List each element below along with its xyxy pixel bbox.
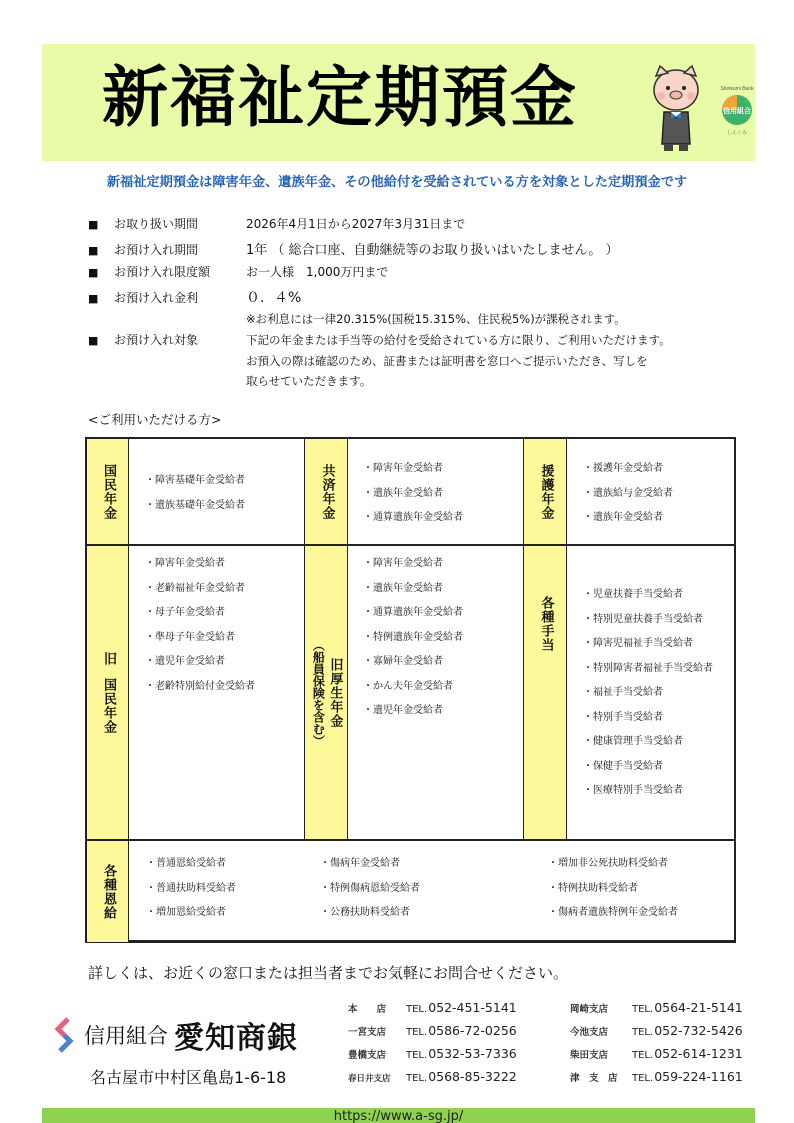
list-item: ・傷病者遺族特例年金受給者	[548, 907, 678, 918]
header-label: 援護年金	[538, 463, 554, 520]
list-item: ・特例傷病恩給受給者	[320, 882, 420, 894]
list-item: ・通算遺族年金受給者	[363, 512, 463, 523]
address: 名古屋市中村区亀島1-6-18	[90, 1068, 287, 1087]
eligible-heading: <ご利用いただける方>	[88, 412, 222, 427]
list-item: ・通算遺族年金受給者	[363, 607, 463, 618]
tel-prefix: TEL.	[632, 1050, 654, 1061]
row-divider	[87, 839, 734, 841]
onkyu-list	[131, 854, 678, 928]
page-title: 新福祉定期預金	[102, 59, 578, 136]
branch-item	[570, 1023, 743, 1046]
list-item: ・福祉手当受給者	[583, 687, 663, 698]
branch-tel	[406, 1069, 517, 1084]
aichi-shogin-logo-icon	[52, 1017, 76, 1053]
tel-prefix: TEL.	[632, 1027, 654, 1038]
tel-number: 052-451-5141	[428, 1000, 517, 1015]
bullet-icon: ■	[88, 244, 99, 257]
header-label: 共済年金	[319, 463, 335, 520]
subtitle: 新福祉定期預金は障害年金、遺族年金、その他給付を受給されている方を対象とした定期預金です	[106, 175, 688, 190]
list-item: ・障害基礎年金受給者	[145, 475, 245, 486]
tel-prefix: TEL.	[406, 1004, 428, 1015]
tel-number: 0532-53-7336	[428, 1046, 517, 1061]
list-item: ・特例扶助料受給者	[548, 882, 638, 894]
list-item: ・遺族年金受給者	[363, 487, 443, 499]
title-banner	[42, 44, 755, 161]
kokumin-list	[145, 471, 245, 520]
list-item: ・増加恩給受給者	[146, 907, 226, 918]
branch-item	[348, 1023, 517, 1046]
branch-item	[570, 1000, 743, 1023]
branch-item	[348, 1046, 517, 1069]
bullet-icon: ■	[88, 334, 99, 347]
list-item: ・普通恩給受給者	[146, 858, 226, 869]
info-value: お一人様 1,000万円まで	[246, 265, 389, 279]
info-label: お預け入れ対象	[114, 333, 199, 347]
website-link[interactable]: https://www.a-sg.jp/	[333, 1109, 464, 1123]
target-note-line: 取らせていただきます。	[246, 374, 372, 388]
kyu-kokumin-list	[145, 554, 255, 701]
info-label: お預け入れ金利	[114, 291, 199, 305]
list-item: ・老齢福祉年金受給者	[145, 582, 245, 594]
list-item: ・遺族基礎年金受給者	[145, 499, 245, 511]
brand-subname: 信用組合	[84, 1024, 168, 1048]
branch-name: 一宮支店	[348, 1027, 387, 1038]
branch-item	[348, 1000, 517, 1023]
branch-list-left	[348, 1000, 517, 1092]
branch-list-right	[570, 1000, 743, 1092]
svg-text:Shinkumi Bank: Shinkumi Bank	[720, 86, 754, 92]
header-kakushu-onkyu	[87, 841, 129, 942]
header-kakushu-teate	[523, 546, 567, 839]
kyu-kosei-list	[363, 554, 463, 726]
bullet-icon: ■	[88, 218, 99, 231]
list-item: ・遺族年金受給者	[583, 512, 663, 523]
tel-number: 052-614-1231	[654, 1046, 743, 1061]
bullet-icon: ■	[88, 266, 99, 279]
list-item: ・遺族年金受給者	[363, 582, 443, 594]
branch-tel	[632, 1000, 743, 1015]
brand-name: 愛知商銀	[174, 1021, 298, 1056]
info-label: お預け入れ期間	[114, 243, 199, 257]
header-label: 各種手当	[538, 596, 554, 652]
list-item: ・援護年金受給者	[583, 463, 663, 474]
list-item: ・遺族給与金受給者	[583, 487, 673, 499]
shinkumi-logo-icon	[710, 82, 764, 142]
info-row-term	[88, 239, 748, 263]
list-item: ・傷病年金受給者	[320, 858, 400, 869]
list-item: ・増加非公死扶助料受給者	[548, 858, 668, 869]
list-item: ・遺児年金受給者	[363, 705, 443, 716]
list-item: ・障害年金受給者	[363, 463, 443, 474]
branch-name: 本 店	[348, 1004, 387, 1015]
pig-mascot-icon	[644, 62, 708, 154]
info-label: お取り扱い期間	[114, 217, 199, 231]
branch-item	[348, 1069, 517, 1092]
branch-name: 岡崎支店	[570, 1004, 609, 1015]
info-row-period	[88, 215, 748, 239]
info-label: お預け入れ限度額	[114, 265, 211, 279]
list-item: ・公務扶助料受給者	[320, 907, 410, 918]
header-label: 国民年金	[100, 677, 116, 734]
branch-name: 豊橋支店	[348, 1050, 387, 1061]
list-item: ・特別児童扶養手当受給者	[583, 613, 703, 625]
product-info	[88, 215, 748, 391]
list-item: ・障害年金受給者	[145, 558, 225, 569]
tel-prefix: TEL.	[632, 1004, 654, 1015]
kyosai-list	[363, 459, 463, 533]
header-kyu-kokumin-nenkin	[87, 546, 129, 839]
list-item: ・普通扶助料受給者	[146, 882, 236, 894]
header-sublabel: （船員保険を含む）	[311, 638, 326, 747]
list-item: ・特別障害者福祉手当受給者	[583, 662, 713, 674]
list-item: ・保健手当受給者	[583, 760, 663, 772]
branch-item	[570, 1069, 743, 1092]
header-label: 旧厚生年金	[327, 657, 343, 728]
header-label: 旧	[100, 651, 116, 666]
branch-tel	[406, 1046, 517, 1061]
info-value: 下記の年金または手当等の給付を受給されている方に限り、ご利用いただけます。	[246, 333, 671, 347]
info-value: 2026年4月1日から2027年3月31日まで	[246, 217, 466, 231]
header-kyosai-nenkin	[304, 439, 348, 544]
branch-item	[570, 1046, 743, 1069]
list-item: ・遺児年金受給者	[145, 656, 225, 667]
branch-name: 津 支 店	[570, 1073, 618, 1084]
list-item: ・医療特別手当受給者	[583, 785, 683, 796]
tel-number: 059-224-1161	[654, 1069, 743, 1084]
list-item: ・準母子年金受給者	[145, 631, 235, 643]
tel-number: 0568-85-3222	[428, 1069, 517, 1084]
header-kokumin-nenkin	[87, 439, 129, 544]
row-divider	[87, 544, 734, 546]
tel-number: 052-732-5426	[654, 1023, 743, 1038]
list-item: ・老齢特別給付金受給者	[145, 680, 255, 692]
info-row-limit	[88, 263, 748, 287]
branch-tel	[632, 1023, 743, 1038]
branch-name: 今池支店	[570, 1027, 609, 1038]
list-item: ・母子年金受給者	[145, 607, 225, 618]
info-row-rate	[88, 287, 748, 311]
branch-tel	[406, 1000, 517, 1015]
branch-tel	[632, 1069, 743, 1084]
list-item: ・障害児福祉手当受給者	[583, 638, 693, 649]
interest-rate-value: ０．４%	[246, 290, 302, 306]
branch-tel	[632, 1046, 743, 1061]
tel-prefix: TEL.	[632, 1073, 654, 1084]
tel-number: 0564-21-5141	[654, 1000, 743, 1015]
list-item: ・特例遺族年金受給者	[363, 631, 463, 643]
info-value: 1年 （ 総合口座、自動継続等のお取り扱いはいたしません。 ）	[246, 243, 619, 258]
tax-note: ※お利息には一律20.315%(国税15.315%、住民税5%)が課税されます。	[246, 312, 626, 326]
list-item: ・特別手当受給者	[583, 711, 663, 723]
header-label: 国民年金	[100, 463, 116, 520]
header-kyu-kosei-nenkin	[304, 546, 348, 839]
tel-number: 0586-72-0256	[428, 1023, 517, 1038]
branch-tel	[406, 1023, 517, 1038]
footer-url-bar	[42, 1108, 755, 1123]
list-item: ・児童扶養手当受給者	[583, 589, 683, 600]
branch-name: 柴田支店	[570, 1050, 609, 1061]
list-item: ・健康管理手当受給者	[583, 736, 683, 747]
list-item: ・寡婦年金受給者	[363, 656, 443, 667]
svg-text:しんくみ: しんくみ	[726, 130, 748, 136]
eligibility-table	[85, 437, 736, 943]
engo-list	[583, 459, 673, 533]
branch-name: 春日井支店	[348, 1074, 391, 1084]
list-item: ・かん夫年金受給者	[363, 680, 453, 692]
svg-text:信用組合: 信用組合	[723, 107, 751, 115]
brand-logo	[52, 1013, 298, 1057]
header-label: 各種恩給	[100, 863, 116, 920]
target-note-line: お預入の際は確認のため、証書または証明書を窓口へご提示いただき、写しを	[246, 354, 648, 368]
tel-prefix: TEL.	[406, 1073, 428, 1084]
info-row-target	[88, 331, 748, 351]
tel-prefix: TEL.	[406, 1027, 428, 1038]
list-item: ・障害年金受給者	[363, 558, 443, 569]
header-engo-nenkin	[523, 439, 567, 544]
contact-note: 詳しくは、お近くの窓口または担当者までお気軽にお問合せください。	[88, 964, 569, 982]
bullet-icon: ■	[88, 292, 99, 305]
tel-prefix: TEL.	[406, 1050, 428, 1061]
teate-list	[583, 585, 713, 806]
